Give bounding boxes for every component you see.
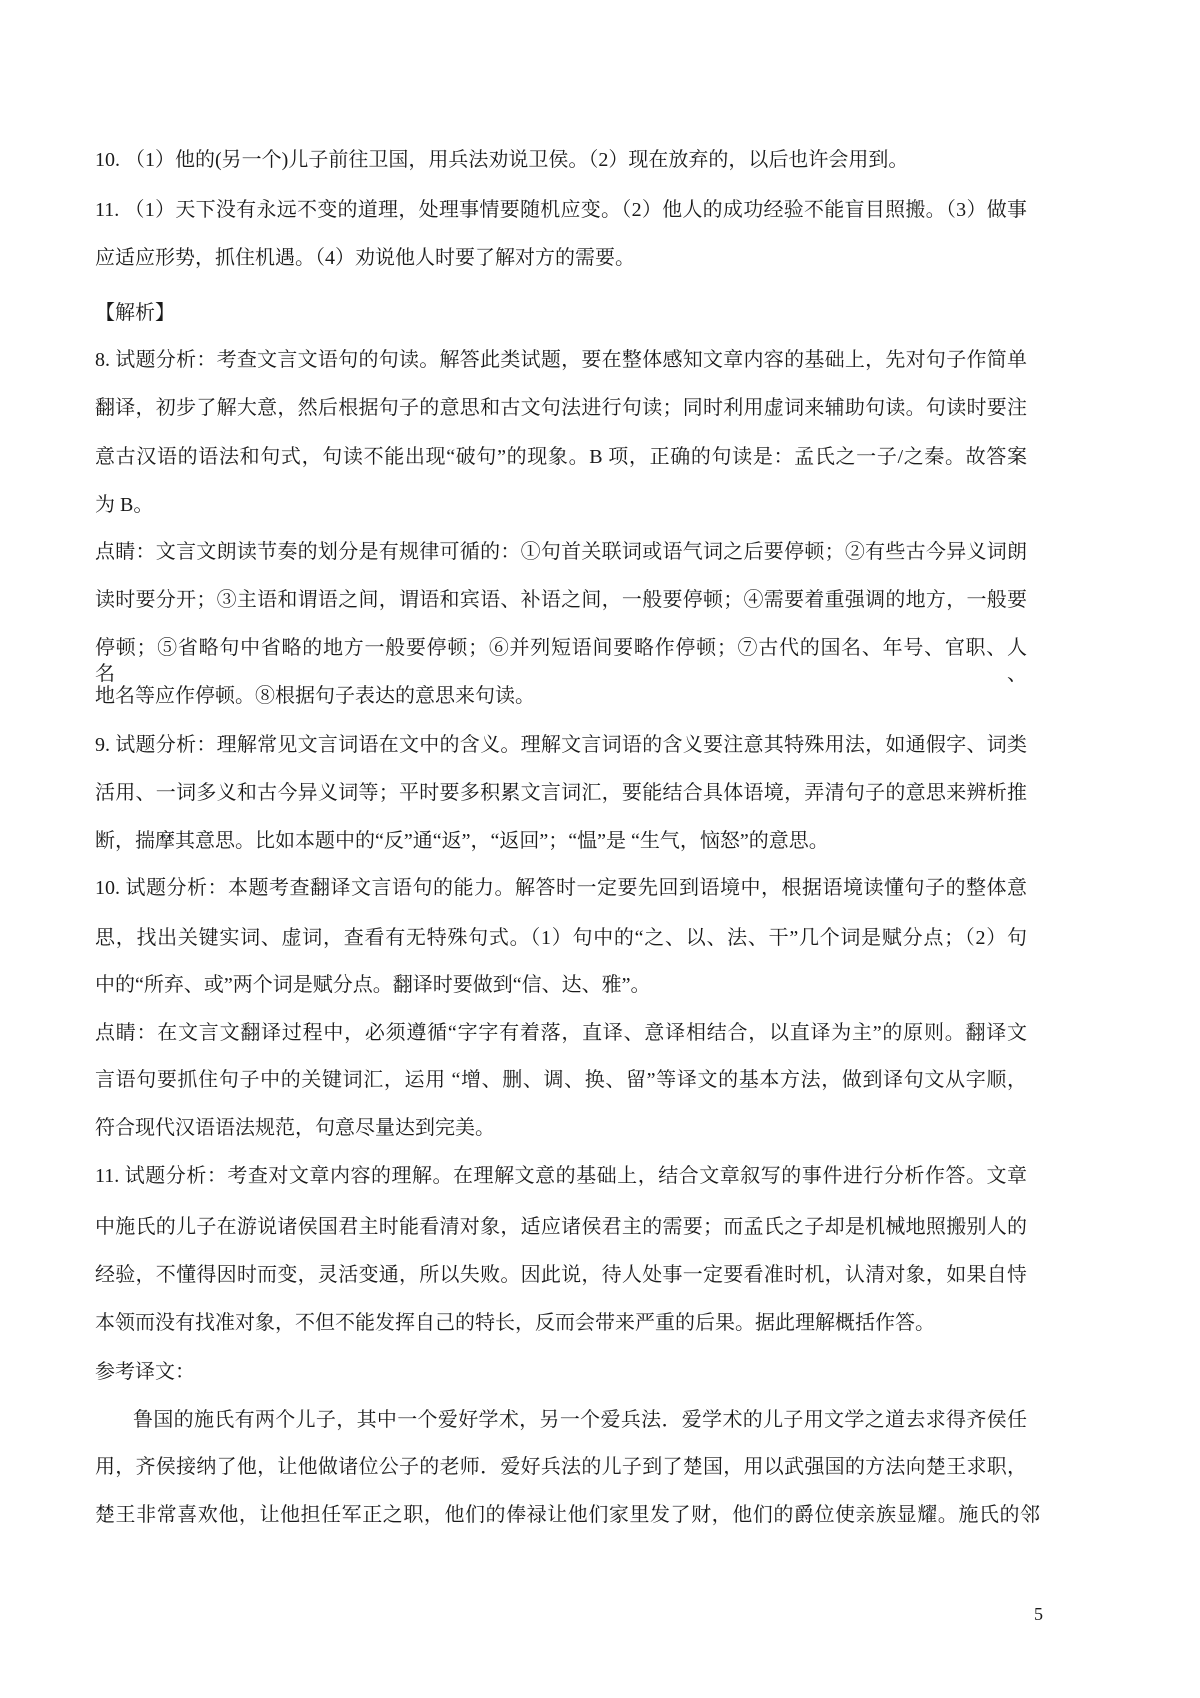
- tip-10-line: 符合现代汉语语法规范，句意尽量达到完美。: [95, 1117, 495, 1139]
- analysis-8-line: 为 B。: [95, 494, 154, 516]
- analysis-8-line: 意古汉语的语法和句式，句读不能出现“破句”的现象。B 项，正确的句读是：孟氏之一子/之秦。故答案: [95, 446, 1027, 468]
- tip-8-line: 地名等应作停顿。⑧根据句子表达的意思来句读。: [95, 685, 535, 707]
- analysis-10-line: 思，找出关键实词、虚词，查看有无特殊句式。（1）句中的“之、以、法、干”几个词是赋分点；（2）句: [95, 927, 1027, 949]
- analysis-9-line: 活用、一词多义和古今异义词等；平时要多积累文言词汇，要能结合具体语境，弄清句子的意思来辨析推: [95, 782, 1027, 804]
- tip-10-line: 点睛：在文言文翻译过程中，必须遵循“字字有着落，直译、意译相结合，以直译为主”的原则。翻译文: [95, 1022, 1027, 1044]
- analysis-8-line: 翻译，初步了解大意，然后根据句子的意思和古文句法进行句读；同时利用虚词来辅助句读。句读时要注: [95, 397, 1027, 419]
- analysis-8-line: 8. 试题分析：考查文言文语句的句读。解答此类试题，要在整体感知文章内容的基础上，先对句子作简单: [95, 349, 1027, 371]
- answer-11-line: 11. （1）天下没有永远不变的道理，处理事情要随机应变。（2）他人的成功经验不能盲目照搬。（3）做事: [95, 199, 1027, 221]
- translation-line: 用，齐侯接纳了他，让他做诸位公子的老师．爱好兵法的儿子到了楚国，用以武强国的方法向楚王求职，: [95, 1456, 1027, 1478]
- tip-8-line: 停顿；⑤省略句中省略的地方一般要停顿；⑥并列短语间要略作停顿；⑦古代的国名、年号、官职、人名、: [95, 637, 1027, 685]
- translation-heading: 参考译文：: [95, 1361, 195, 1383]
- answer-11-line: 应适应形势，抓住机遇。（4）劝说他人时要了解对方的需要。: [95, 247, 635, 269]
- tip-10-line: 言语句要抓住句子中的关键词汇，运用 “增、删、调、换、留”等译文的基本方法，做到译句文从字顺，: [95, 1069, 1027, 1091]
- tip-8-line: 读时要分开；③主语和谓语之间，谓语和宾语、补语之间，一般要停顿；④需要着重强调的地方，一般要: [95, 589, 1027, 611]
- analysis-11-line: 经验，不懂得因时而变，灵活变通，所以失败。因此说，待人处事一定要看准时机，认清对象，如果自恃: [95, 1264, 1027, 1286]
- translation-line: 楚王非常喜欢他，让他担任军正之职，他们的俸禄让他们家里发了财，他们的爵位使亲族显耀。施氏的邻: [95, 1504, 1040, 1526]
- translation-line: 鲁国的施氏有两个儿子，其中一个爱好学术，另一个爱兵法．爱学术的儿子用文学之道去求得齐侯任: [133, 1409, 1027, 1431]
- analysis-9-line: 9. 试题分析：理解常见文言词语在文中的含义。理解文言词语的含义要注意其特殊用法，如通假字、词类: [95, 734, 1027, 756]
- analysis-9-line: 断，揣摩其意思。比如本题中的“反”通“返”，“返回”；“愠”是 “生气，恼怒”的意思。: [95, 830, 829, 852]
- answer-10: 10. （1）他的(另一个)儿子前往卫国，用兵法劝说卫侯。（2）现在放弃的，以后也许会用到。: [95, 149, 909, 171]
- analysis-11-line: 本领而没有找准对象，不但不能发挥自己的特长，反而会带来严重的后果。据此理解概括作答。: [95, 1312, 935, 1334]
- analysis-heading: 【解析】: [95, 302, 175, 324]
- tip-8-line: 点睛：文言文朗读节奏的划分是有规律可循的：①句首关联词或语气词之后要停顿；②有些古今异义词朗: [95, 541, 1027, 563]
- analysis-10-line: 10. 试题分析：本题考查翻译文言语句的能力。解答时一定要先回到语境中，根据语境读懂句子的整体意: [95, 877, 1027, 899]
- page-number: 5: [1034, 1604, 1043, 1624]
- analysis-10-line: 中的“所弃、或”两个词是赋分点。翻译时要做到“信、达、雅”。: [95, 974, 651, 996]
- analysis-11-line: 中施氏的儿子在游说诸侯国君主时能看清对象，适应诸侯君主的需要；而孟氏之子却是机械地照搬别人的: [95, 1216, 1027, 1238]
- analysis-11-line: 11. 试题分析：考查对文章内容的理解。在理解文意的基础上，结合文章叙写的事件进行分析作答。文章: [95, 1165, 1027, 1187]
